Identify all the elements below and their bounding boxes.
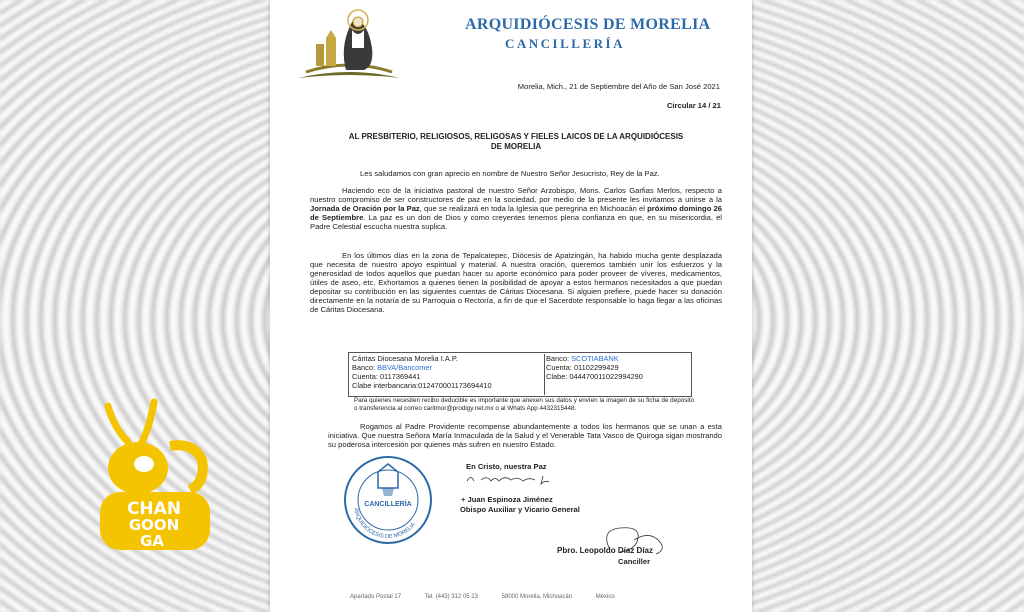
changoonga-watermark-logo [94, 398, 222, 566]
receipt-note: Para quienes necesiten recibo deducible es importante que anexen sus datos y envíen la imagen de su ficha de depósito o transferencia al correo caritmor@prodigy.net.mx o al Whats App 4432315448. [354, 397, 694, 412]
bank-name-row [352, 363, 544, 372]
greeting: Les saludamos con gran aprecio en nombre de Nuestro Señor Jesucristo, Rey de la Paz. [360, 169, 660, 178]
signer-1-name: + Juan Espinoza Jiménez [461, 495, 553, 504]
seal-text-bottom: ARQUIDIÓCESIS DE MORELIA [352, 507, 417, 541]
letter-footer [350, 593, 680, 602]
brand-text-mid: GOON [128, 516, 180, 534]
event-date: próximo domingo 26 de Septiembre [310, 204, 722, 222]
signer-1-title: Obispo Auxiliar y Vicario General [460, 505, 580, 514]
addressee [310, 132, 722, 152]
footer-address: Apartado Postal 17 [350, 594, 402, 600]
paragraph-3: Rogamos al Padre Providente recompense abundantemente a todos los hermanos que se unan a esta iniciativa. Que nuestra Señora María Inmaculada de la Salud y el Venerable Tata Vasco de Quiroga sigan mostrando su poderosa intercesión por quienes más sufren en nuestro Estado. [328, 422, 722, 449]
addressee-line-1: AL PRESBITERIO, RELIGIOSOS, RELIGOSAS Y FIELES LAICOS DE LA ARQUIDIÓCESIS [348, 132, 684, 141]
paragraph-1-text-a: Haciendo eco de la iniciativa pastoral de nuestro Señor Arzobispo, Mons. Carlos Garfias Merlos, respecto a nuestro compromiso de ser constructores de paz en la sociedad, por medio de la presente les invitamos a unirse a la [310, 186, 722, 204]
cancilleria-seal [342, 454, 434, 546]
clabe-number: Clabe: 044470011022994290 [546, 372, 643, 381]
bank-name: BBVA/Bancomer [377, 363, 432, 372]
bank-name: SCOTIABANK [571, 354, 619, 363]
bank-account-left [349, 354, 545, 395]
archdiocese-logo [294, 8, 404, 86]
signer-2-name: Pbro. Leopoldo Díaz Díaz [557, 546, 654, 555]
bank-label: Banco: [352, 363, 378, 372]
bank-label: Banco: [546, 354, 572, 363]
signer-2-title: Canciller [618, 557, 651, 566]
bank-name-row [546, 354, 690, 363]
seal-text-top: CANCILLERÍA [364, 501, 412, 508]
bank-account-right [543, 354, 690, 381]
paragraph-1 [310, 186, 722, 231]
footer-city: 58000 Morelia, Michoacán [501, 594, 573, 600]
addressee-line-2: DE MORELIA [490, 142, 542, 151]
clabe-number: Clabe interbancaria:012470001173694410 [352, 381, 492, 390]
brand-text-top: CHAN [126, 499, 182, 519]
header-title: ARQUIDIÓCESIS DE MORELIA [465, 16, 711, 33]
footer-phone: Tel. (443) 312 05 23 [424, 594, 478, 600]
account-holder: Cáritas Diocesana Morelia I.A.P. [352, 354, 458, 363]
account-number: Cuenta: 01102299429 [546, 363, 619, 372]
letter-date: Morelia, Mich., 21 de Septiembre del Año de San José 2021 [517, 82, 720, 91]
paragraph-1-text-c: , que se realizará en toda la Iglesia que peregrina en Michoacán el [419, 204, 648, 213]
letter-page [270, 0, 752, 612]
event-name: Jornada de Oración por la Paz [310, 204, 420, 213]
circular-number: Circular 14 / 21 [666, 101, 721, 110]
closing: En Cristo, nuestra Paz [466, 462, 547, 471]
bank-accounts-table [348, 352, 692, 397]
footer-country: México [595, 594, 615, 600]
paragraph-1-text-e: . La paz es un don de Dios y como creyentes tenemos plena confianza en que, en su misericordia, el Padre Celestial escucha nuestra suplica. [310, 213, 722, 231]
header-subtitle: CANCILLERÍA [505, 36, 625, 51]
brand-text-bottom: GA [140, 532, 164, 550]
paragraph-2: En los últimos días en la zona de Tepalcatepec, Diócesis de Apatzingán, ha habido mucha gente desplazada que necesita de nuestro apoyo espiritual y material. A nuestra oración, queremos también unir los esfuerzos y la generosidad de todos aquellos que puedan hacer su aporte económico para poder proveer de víveres, medicamentos, útiles de aseo, etc. Exhortamos a quienes tienen la posibilidad de apoyar a estos hermanos necesitados a que puedan depositar su contribución en las siguientes cuentas de Cáritas Diocesana. Si alguien prefiere, puede hacer su donación directamente en la notaría de su Parroquia o Rectoría, a fin de que el Sacerdote responsable lo haga llegar a las oficinas de Cáritas Diocesana. [310, 251, 722, 314]
account-number: Cuenta: 0117369441 [352, 372, 421, 381]
signature-1 [465, 472, 553, 486]
